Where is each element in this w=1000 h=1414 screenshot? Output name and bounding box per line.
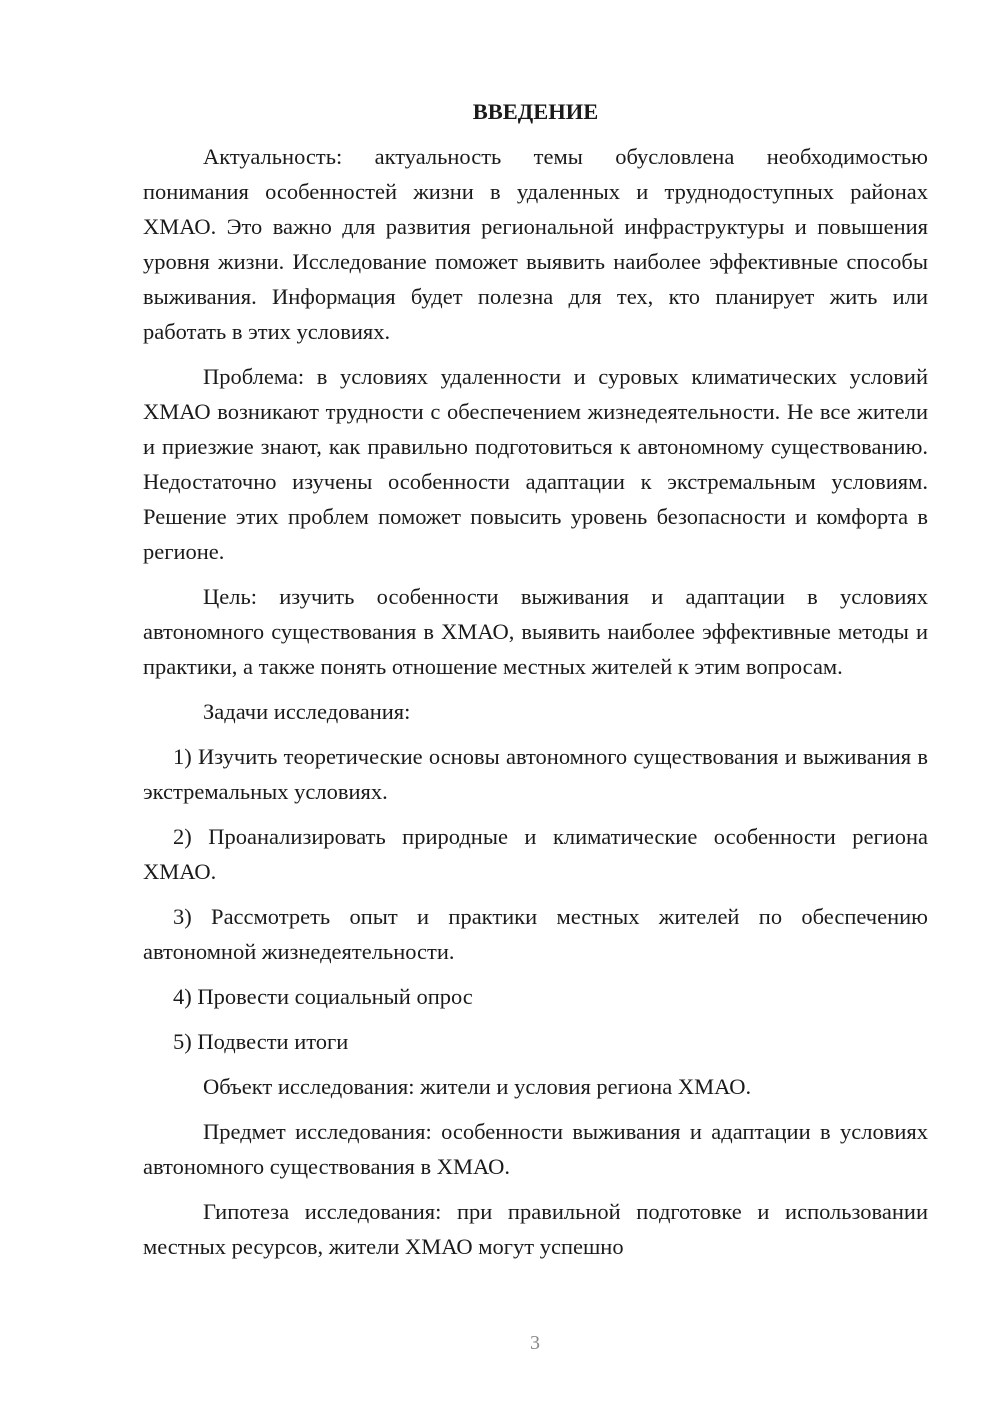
subject-paragraph: Предмет исследования: особенности выживания и адаптации в условиях автономного существования в ХМАО.: [143, 1119, 928, 1179]
goal-paragraph: Цель: изучить особенности выживания и адаптации в условиях автономного существования в ХМАО, выявить наиболее эффективные методы и практики, а также понять отношение местных жителей к этим вопросам.: [143, 584, 928, 679]
task-item-4: 4) Провести социальный опрос: [173, 984, 473, 1009]
problem-paragraph: Проблема: в условиях удаленности и суровых климатических условий ХМАО возникают трудности с обеспечением жизнедеятельности. Не все жители и приезжие знают, как правильно подготовиться к автономному существованию. Недостаточно изучены особенности адаптации к экстремальным условиям. Решение этих проблем поможет повысить уровень безопасности и комфорта в регионе.: [143, 364, 928, 564]
task-item-5: 5) Подвести итоги: [173, 1029, 349, 1054]
object-paragraph: Объект исследования: жители и условия региона ХМАО.: [203, 1074, 752, 1099]
relevance-paragraph: Актуальность: актуальность темы обусловлена необходимостью понимания особенностей жизни в удаленных и труднодоступных районах ХМАО. Это важно для развития региональной инфраструктуры и повышения уровня жизни. Исследование поможет выявить наиболее эффективные способы выживания. Информация будет полезна для тех, кто планирует жить или работать в этих условиях.: [143, 144, 928, 344]
page-number: 3: [530, 1332, 540, 1354]
page-content: [143, 94, 928, 1264]
task-item-2: 2) Проанализировать природные и климатические особенности региона ХМАО.: [143, 824, 928, 884]
page-title: ВВЕДЕНИЕ: [472, 99, 599, 124]
task-item-1: 1) Изучить теоретические основы автономного существования и выживания в экстремальных условиях.: [143, 744, 928, 804]
hypothesis-paragraph: Гипотеза исследования: при правильной подготовке и использовании местных ресурсов, жители ХМАО могут успешно: [143, 1199, 928, 1259]
task-item-3: 3) Рассмотреть опыт и практики местных жителей по обеспечению автономной жизнедеятельности.: [143, 904, 928, 964]
tasks-heading: Задачи исследования:: [203, 699, 411, 724]
